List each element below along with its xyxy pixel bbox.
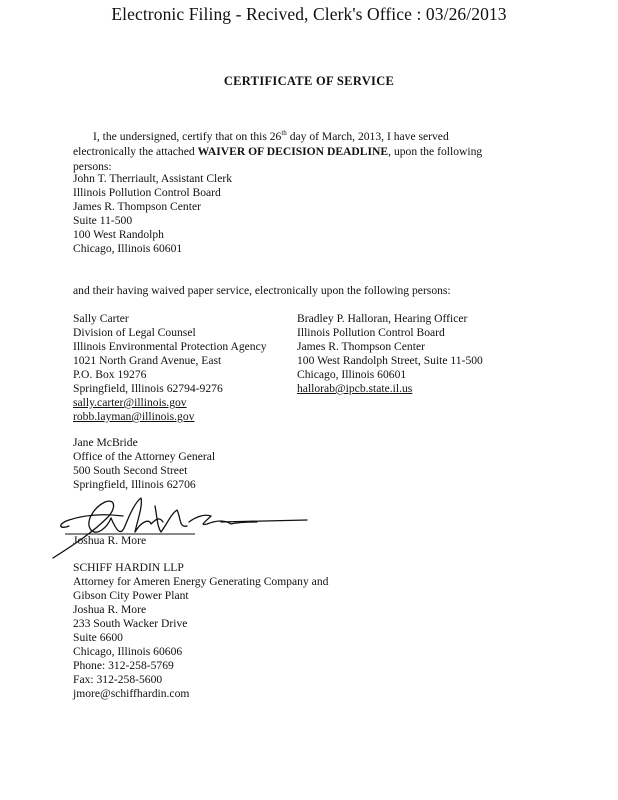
waived-service-line: and their having waived paper service, electronically upon the following persons: [73,284,451,297]
address-line: 100 West Randolph Street, Suite 11-500 [297,354,483,367]
recipient-epa-address [73,312,267,424]
firm-line: Attorney for Ameren Energy Generating Company and [73,575,329,588]
firm-line: Suite 6600 [73,631,123,644]
address-line: 1021 North Grand Avenue, East [73,354,222,367]
firm-name: SCHIFF HARDIN LLP [73,561,184,574]
recipient-attorney-general-address [73,436,215,492]
address-line: Illinois Pollution Control Board [73,186,221,199]
address-line: P.O. Box 19276 [73,368,147,381]
firm-line: Joshua R. More [73,603,147,616]
recipient-clerk-address [73,172,232,256]
firm-fax: Fax: 312-258-5600 [73,673,163,686]
address-line: Chicago, Illinois 60601 [73,242,183,255]
signer-name: Joshua R. More [73,534,147,547]
firm-line: Gibson City Power Plant [73,589,189,602]
address-line: Springfield, Illinois 62706 [73,478,196,491]
email-link-sally-carter[interactable]: sally.carter@illinois.gov [73,396,187,409]
address-line: Jane McBride [73,436,138,449]
firm-line: Chicago, Illinois 60606 [73,645,183,658]
intro-paragraph [73,129,482,174]
email-link-halloran[interactable]: hallorab@ipcb.state.il.us [297,382,413,395]
address-line: Sally Carter [73,312,129,325]
intro-line-3: persons: [73,160,112,173]
firm-email[interactable]: jmore@schiffhardin.com [73,687,190,700]
address-line: Suite 11-500 [73,214,133,227]
firm-line: 233 South Wacker Drive [73,617,188,630]
email-link-robb-layman[interactable]: robb.layman@illinois.gov [73,410,195,423]
address-line: John T. Therriault, Assistant Clerk [73,172,233,185]
address-line: Bradley P. Halloran, Hearing Officer [297,312,468,325]
efiling-header: Electronic Filing - Recived, Clerk's Office : 03/26/2013 [111,4,507,24]
address-line: Springfield, Illinois 62794-9276 [73,382,223,395]
firm-signature-block [73,561,328,701]
address-line: 500 South Second Street [73,464,188,477]
address-line: Illinois Pollution Control Board [297,326,445,339]
address-line: Chicago, Illinois 60601 [297,368,407,381]
handwritten-signature [45,492,315,564]
recipient-hearing-officer-address [297,312,483,396]
intro-line-2: electronically the attached WAIVER OF DECISION DEADLINE, upon the following [73,145,483,158]
address-line: Illinois Environmental Protection Agency [73,340,267,353]
address-line: 100 West Randolph [73,228,164,241]
document-title: CERTIFICATE OF SERVICE [223,74,395,88]
address-line: Division of Legal Counsel [73,326,196,339]
address-line: Office of the Attorney General [73,450,216,463]
intro-line-1: I, the undersigned, certify that on this 26th day of March, 2013, I have served [93,129,449,143]
firm-phone: Phone: 312-258-5769 [73,659,174,672]
address-line: James R. Thompson Center [297,340,425,353]
address-line: James R. Thompson Center [73,200,201,213]
